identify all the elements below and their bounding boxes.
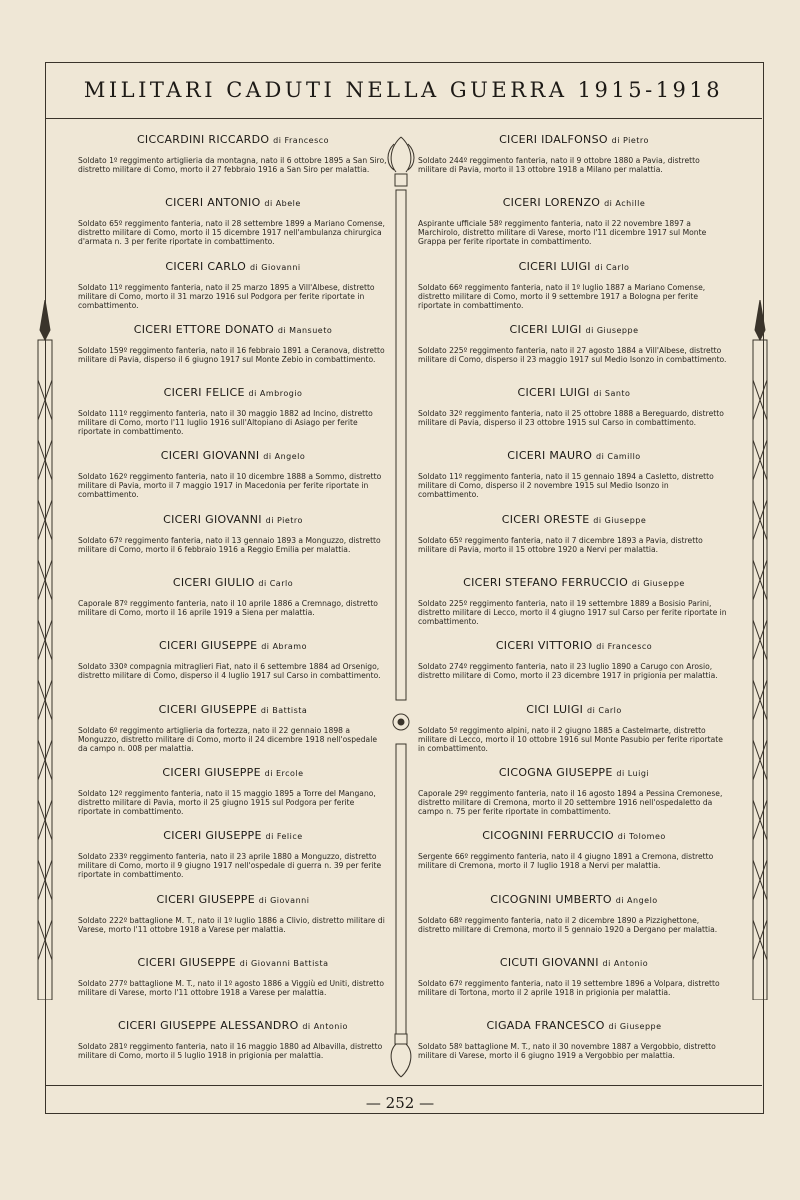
entry-text: Soldato 68º reggimento fanteria, nato il 2 dicembre 1890 a Pizzighettone, distretto militare di Cremona, morto il 5 gennaio 1920 a Dergano per malattia.	[418, 915, 718, 934]
list-item	[78, 513, 388, 576]
list-item	[78, 133, 388, 196]
entry-name: CICERI ANTONIO di Abele	[165, 196, 301, 210]
entry-name: CICERI GIUSEPPE di Giovanni Battista	[137, 955, 329, 969]
entry-name: CICOGNINI FERRUCCIO di Tolomeo	[482, 829, 666, 843]
list-item	[418, 1019, 730, 1082]
entry-text: Soldato 277º battaglione M. T., nato il 1º agosto 1886 a Viggiù ed Uniti, distretto militare di Varese, morto l'11 ottobre 1918 a Varese per malattia.	[78, 978, 384, 997]
entry-name: CICERI FELICE di Ambrogio	[163, 386, 303, 400]
entry-text: Soldato 162º reggimento fanteria, nato il 10 dicembre 1888 a Sommo, distretto militare di Pavia, morto il 7 maggio 1917 in Macedonia per ferite riportate in combattimento.	[78, 472, 382, 500]
entry-name: CICERI ETTORE DONATO di Mansueto	[133, 322, 333, 336]
entry-text: Soldato 11º reggimento fanteria, nato il 25 marzo 1895 a Vill'Albese, distretto militare di Como, morto il 31 marzo 1916 sul Podgora per ferite riportate in combattimento.	[78, 282, 375, 310]
entry-text: Soldato 330ª compagnia mitraglieri Fiat, nato il 6 settembre 1884 ad Orsenigo, distretto militare di Como, disperso il 4 luglio 1917 sul Carso in combattimento.	[78, 662, 381, 681]
entry-name: CICERI LUIGI di Santo	[517, 386, 631, 400]
entry-name: CICERI GIULIO di Carlo	[172, 576, 294, 590]
page-header	[45, 62, 762, 119]
list-item	[418, 956, 730, 1019]
list-item	[78, 956, 388, 1019]
entry-text: Soldato 6º reggimento artiglieria da fortezza, nato il 22 gennaio 1898 a Monguzzo, distretto militare di Como, morto il 24 dicembre 1918 nell'ospedale da campo n. 008 per malattia.	[78, 725, 377, 753]
entry-name: CICERI GIUSEPPE ALESSANDRO di Antonio	[118, 1019, 348, 1033]
list-item	[418, 639, 730, 702]
footer-rule	[45, 1085, 762, 1086]
entry-name: CIGADA FRANCESCO di Giuseppe	[486, 1019, 662, 1033]
entry-name: CICERI ORESTE di Giuseppe	[501, 512, 647, 526]
right-column	[418, 133, 730, 1083]
entry-name: CICERI GIUSEPPE di Felice	[163, 829, 303, 843]
list-item	[78, 893, 388, 956]
list-item	[78, 639, 388, 702]
entry-text: Sergente 66º reggimento fanteria, nato il 4 giugno 1891 a Cremona, distretto militare di Cremona, morto il 7 luglio 1918 a Nervi per malattia.	[418, 852, 714, 871]
entry-text: Soldato 58º battaglione M. T., nato il 30 novembre 1887 a Vergobbio, distretto militare di Varese, morto il 6 giugno 1919 a Vergobbio per malattia.	[418, 1042, 716, 1061]
entry-text: Soldato 233º reggimento fanteria, nato il 23 aprile 1880 a Monguzzo, distretto militare di Como, morto il 9 giugno 1917 nell'ospedale di guerra n. 39 per ferite riportate in combattimento.	[78, 852, 382, 880]
entry-text: Soldato 225º reggimento fanteria, nato il 19 settembre 1889 a Bosisio Parini, distretto militare di Lecco, morto il 4 giugno 1917 sul Carso per ferite riportate in combattimento.	[418, 599, 727, 627]
page-number: — 252 —	[365, 1094, 435, 1112]
entry-text: Caporale 29º reggimento fanteria, nato il 16 agosto 1894 a Pessina Cremonese, distretto militare di Cremona, morto il 20 settembre 1916 nell'ospedaletto da campo n. 75 per ferite riportate in combattimento.	[418, 788, 723, 816]
list-item	[418, 893, 730, 956]
entry-text: Soldato 5º reggimento alpini, nato il 2 giugno 1885 a Castelmarte, distretto militare di Lecco, morto il 10 ottobre 1916 sul Monte Pasubio per ferite riportate in combattimento.	[418, 725, 723, 753]
entry-name: CICERI CARLO di Giovanni	[165, 259, 301, 273]
entry-name: CICERI LORENZO di Achille	[502, 196, 646, 210]
entry-text: Soldato 222º battaglione M. T., nato il 1º luglio 1886 a Clivio, distretto militare di Varese, morto l'11 ottobre 1918 a Varese per malattia.	[78, 915, 385, 934]
entry-name: CICERI LUIGI di Giuseppe	[509, 322, 639, 336]
entry-name: CICERI GIOVANNI di Angelo	[160, 449, 306, 463]
entry-text: Aspirante ufficiale 58º reggimento fanteria, nato il 22 novembre 1897 a Marchirolo, distretto militare di Varese, morto l'11 dicembre 1917 sul Monte Grappa per ferite riportate in combattimento.	[418, 219, 707, 247]
list-item	[78, 196, 388, 259]
entry-text: Soldato 66º reggimento fanteria, nato il 1º luglio 1887 a Mariano Comense, distretto militare di Como, morto il 9 settembre 1917 a Bologna per ferite riportate in combattimento.	[418, 282, 706, 310]
entry-text: Soldato 1º reggimento artiglieria da montagna, nato il 6 ottobre 1895 a San Siro, distretto militare di Como, morto il 27 febbraio 1916 a San Siro per malattia.	[78, 156, 387, 174]
entry-name: CICERI GIOVANNI di Pietro	[163, 512, 303, 526]
entry-text: Soldato 244º reggimento fanteria, nato il 9 ottobre 1880 a Pavia, distretto militare di Pavia, morto il 13 ottobre 1918 a Milano per malattia.	[418, 156, 700, 174]
list-item	[418, 196, 730, 259]
list-item	[78, 703, 388, 766]
entry-text: Caporale 87º reggimento fanteria, nato il 10 aprile 1886 a Cremnago, distretto militare di Como, morto il 16 aprile 1919 a Siena per malattia.	[78, 599, 378, 618]
entry-name: CICERI GIUSEPPE di Ercole	[162, 765, 304, 779]
page-title: MILITARI CADUTI NELLA GUERRA 1915-1918	[83, 78, 724, 102]
right-spear-decoration	[735, 300, 785, 1000]
entry-text: Soldato 11º reggimento fanteria, nato il 15 gennaio 1894 a Casletto, distretto militare di Como, disperso il 2 novembre 1915 sul Medio Isonzo in combattimento.	[418, 472, 714, 500]
entry-name: CICERI GIUSEPPE di Giovanni	[156, 892, 310, 906]
list-item	[418, 829, 730, 892]
entry-name: CICUTI GIOVANNI di Antonio	[499, 955, 649, 969]
entry-name: CICI LUIGI di Carlo	[526, 702, 622, 716]
list-item	[78, 386, 388, 449]
entry-text: Soldato 274º reggimento fanteria, nato il 23 luglio 1890 a Carugo con Arosio, distretto militare di Como, morto il 23 dicembre 1917 in prigionia per malattia.	[418, 662, 718, 681]
list-item	[418, 449, 730, 512]
entry-name: CICERI VITTORIO di Francesco	[495, 639, 653, 653]
left-column	[78, 133, 388, 1083]
entry-text: Soldato 225º reggimento fanteria, nato il 27 agosto 1884 a Vill'Albese, distretto militare di Como, disperso il 23 maggio 1917 sul Medio Isonzo in combattimento.	[418, 345, 727, 364]
entry-text: Soldato 67º reggimento fanteria, nato il 13 gennaio 1893 a Monguzzo, distretto militare di Como, morto il 6 febbraio 1916 a Reggio Emilia per malattia.	[78, 535, 381, 554]
list-item	[418, 386, 730, 449]
list-item	[418, 766, 730, 829]
list-item	[418, 323, 730, 386]
entry-name: CICERI GIUSEPPE di Abramo	[159, 639, 307, 653]
entry-text: Soldato 159º reggimento fanteria, nato il 16 febbraio 1891 a Ceranova, distretto militare di Pavia, disperso il 6 giugno 1917 sul Monte Zebio in combattimento.	[78, 345, 385, 364]
list-item	[78, 766, 388, 829]
list-item	[78, 323, 388, 386]
list-item	[418, 133, 730, 196]
entry-text: Soldato 65º reggimento fanteria, nato il 7 dicembre 1893 a Pavia, distretto militare di Pavia, morto il 15 ottobre 1920 a Nervi per malattia.	[418, 535, 703, 554]
entry-text: Soldato 111º reggimento fanteria, nato il 30 maggio 1882 ad Incino, distretto militare di Como, morto l'11 luglio 1916 sull'Altopiano di Asiago per ferite riportate in combattimento.	[78, 409, 373, 437]
entry-name: CICERI GIUSEPPE di Battista	[158, 702, 308, 716]
list-item	[418, 703, 730, 766]
list-item	[418, 513, 730, 576]
entry-name: CICERI STEFANO FERRUCCIO di Giuseppe	[463, 576, 685, 590]
entry-name: CICERI MAURO di Camillo	[507, 449, 641, 463]
list-item	[78, 449, 388, 512]
entry-text: Soldato 67º reggimento fanteria, nato il 19 settembre 1896 a Volpara, distretto militare di Tortona, morto il 2 aprile 1918 in prigionia per malattia.	[418, 978, 720, 997]
list-item	[418, 260, 730, 323]
entry-name: CICCARDINI RICCARDO di Francesco	[136, 133, 330, 146]
list-item	[78, 576, 388, 639]
list-item	[78, 1019, 388, 1082]
entry-text: Soldato 65º reggimento fanteria, nato il 28 settembre 1899 a Mariano Comense, distretto militare di Como, morto il 15 dicembre 1917 nell'ambulanza chirurgica d'armata n. 3 per ferite riportate in combattimento.	[78, 219, 385, 247]
entry-name: CICOGNA GIUSEPPE di Luigi	[498, 765, 650, 779]
list-item	[78, 260, 388, 323]
entry-name: CICERI LUIGI di Carlo	[518, 259, 630, 273]
left-spear-decoration	[20, 300, 70, 1000]
list-item	[418, 576, 730, 639]
entry-text: Soldato 281º reggimento fanteria, nato il 16 maggio 1880 ad Albavilla, distretto militare di Como, morto il 5 luglio 1918 in prigionia per malattia.	[78, 1042, 383, 1061]
center-column-decoration	[384, 132, 418, 1082]
entry-name: CICOGNINI UMBERTO di Angelo	[490, 892, 658, 906]
entry-text: Soldato 12º reggimento fanteria, nato il 15 maggio 1895 a Torre del Mangano, distretto militare di Pavia, morto il 25 giugno 1915 sul Podgora per ferite riportate in combattimento.	[78, 788, 376, 816]
entry-name: CICERI IDALFONSO di Pietro	[499, 133, 649, 146]
list-item	[78, 829, 388, 892]
entry-text: Soldato 32º reggimento fanteria, nato il 25 ottobre 1888 a Bereguardo, distretto militare di Pavia, disperso il 23 ottobre 1915 sul Carso in combattimento.	[418, 409, 724, 428]
